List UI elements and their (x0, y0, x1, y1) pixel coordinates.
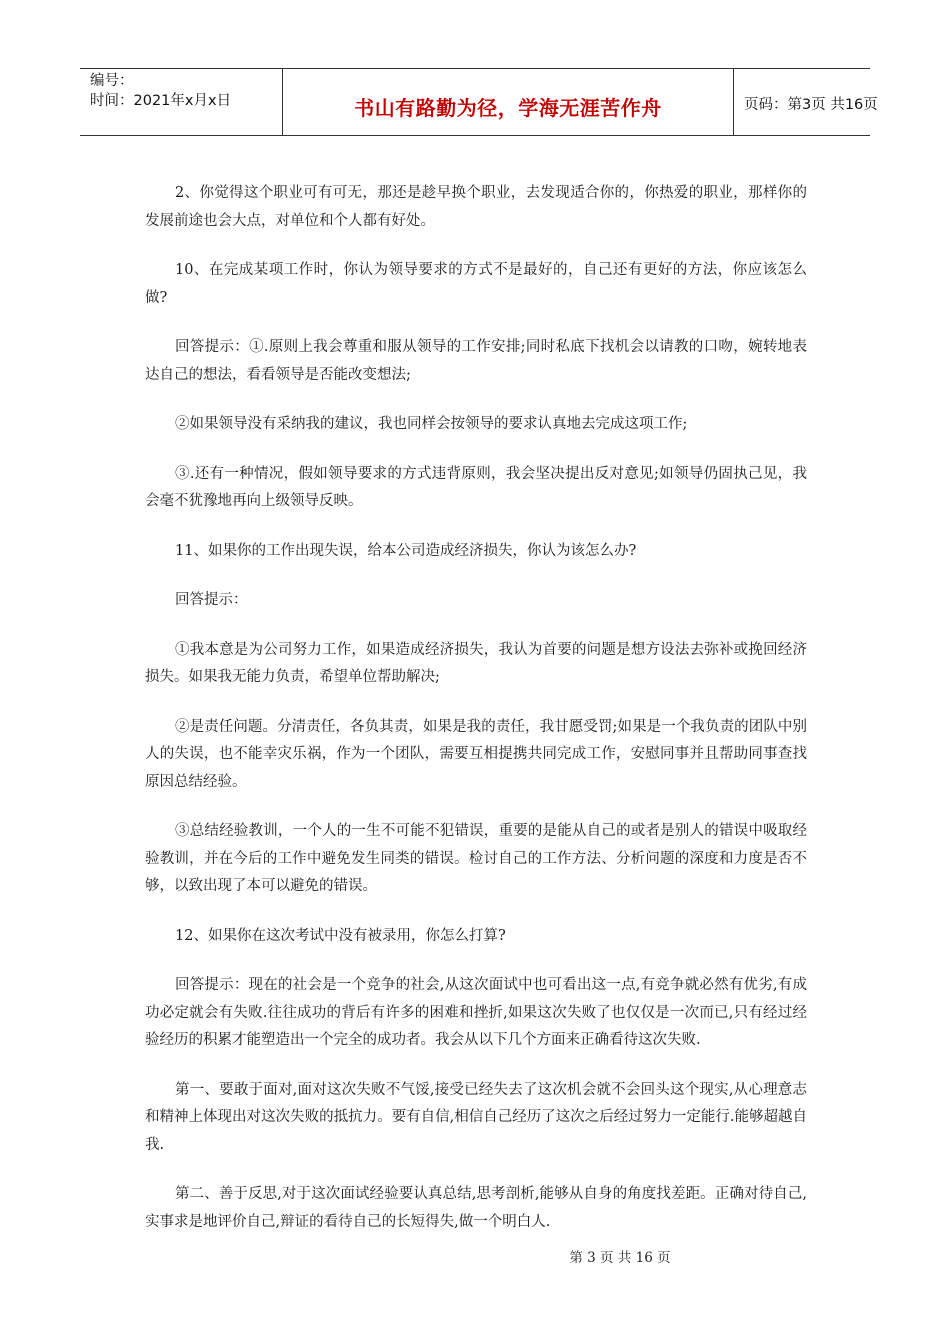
header-meta (80, 69, 282, 135)
paragraph: ③总结经验教训，一个人的一生不可能不犯错误，重要的是能从自己的或者是别人的错误中吸取经验教训，并在今后的工作中避免发生同类的错误。检讨自己的工作方法、分析问题的深度和力度是否不够，以致出现了本可以避免的错误。 (145, 823, 807, 894)
paragraph: 回答提示： (175, 592, 248, 608)
question-heading: 12、如果你在这次考试中没有被录用，你怎么打算? (175, 927, 506, 944)
header-page-label: 页码：第3页 共16页 (744, 97, 878, 113)
paragraph: ③.还有一种情况，假如领导要求的方式违背原则，我会坚决提出反对意见;如领导仍固执己见，我会毫不犹豫地再向上级领导反映。 (145, 465, 807, 509)
paragraph: 2、你觉得这个职业可有可无，那还是趁早换个职业，去发现适合你的，你热爱的职业，那样你的发展前途也会大点，对单位和个人都有好处。 (145, 185, 807, 229)
paragraph: ②是责任问题。分清责任，各负其责，如果是我的责任，我甘愿受罚;如果是一个我负责的团队中别人的失误，也不能幸灾乐祸，作为一个团队，需要互相提携共同完成工作，安慰同事并且帮助同事查找原因总结经验。 (145, 718, 807, 790)
paragraph: 第二、善于反思,对于这次面试经验要认真总结,思考剖析,能够从自身的角度找差距。正确对待自己,实事求是地评价自己,辩证的看待自己的长短得失,做一个明白人. (145, 1186, 807, 1230)
header-motto: 书山有路勤为径，学海无涯苦作舟 (354, 96, 662, 120)
question-heading: 11、如果你的工作出现失误，给本公司造成经济损失，你认为该怎么办? (175, 542, 637, 559)
page-header (80, 68, 878, 136)
paragraph: 回答提示：①.原则上我会尊重和服从领导的工作安排;同时私底下找机会以请教的口吻，婉转地表达自己的想法，看看领导是否能改变想法; (145, 339, 807, 383)
page-footer: 第 3 页 共 16 页 (569, 1250, 671, 1266)
paragraph: 第一、要敢于面对,面对这次失败不气馁,接受已经失去了这次机会就不会回头这个现实,从心理意志和精神上体现出对这次失败的抵抗力。要有自信,相信自己经历了这次之后经过努力一定能行.能够超越自我. (145, 1081, 807, 1153)
document-body (145, 180, 807, 1258)
question-heading: 10、在完成某项工作时，你认为领导要求的方式不是最好的，自己还有更好的方法，你应该怎么做? (145, 262, 807, 306)
paragraph: 回答提示：现在的社会是一个竞争的社会,从这次面试中也可看出这一点,有竞争就必然有优劣,有成功必定就会有失败.往往成功的背后有许多的困难和挫折,如果这次失败了也仅仅是一次而已,只有经过经验经历的积累才能塑造出一个完全的成功者。我会从以下几个方面来正确看待这次失败. (145, 977, 807, 1048)
header-motto-cell (282, 69, 734, 135)
paragraph: ①我本意是为公司努力工作，如果造成经济损失，我认为首要的问题是想方设法去弥补或挽回经济损失。如果我无能力负责，希望单位帮助解决; (145, 641, 807, 685)
paragraph: ②如果领导没有采纳我的建议，我也同样会按领导的要求认真地去完成这项工作; (175, 416, 688, 432)
code-label: 编号： (90, 73, 134, 89)
time-label: 时间：2021年x月x日 (90, 93, 232, 109)
